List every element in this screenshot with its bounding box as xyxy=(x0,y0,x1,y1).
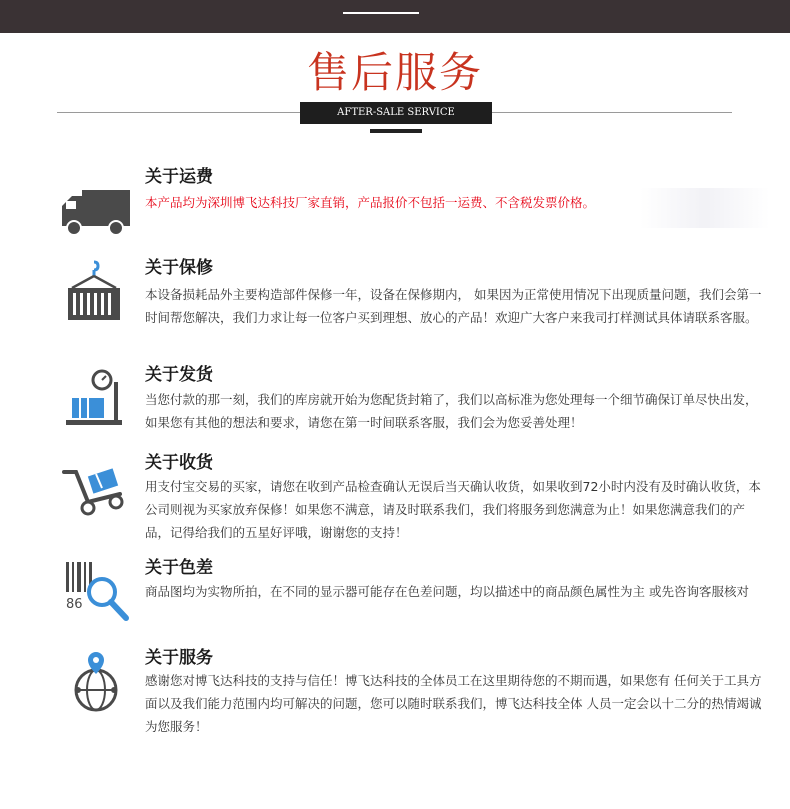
blurred-overlay xyxy=(640,188,770,228)
subtitle-underbar xyxy=(370,129,422,133)
section-body: 用支付宝交易的买家，请您在收到产品检查确认无误后当天确认收货，如果收到72小时内没有及时确认收货，本公司则视为买家放弃保修！如果您不满意，请及时联系我们，我们将服务到您满意为止！如果您满意我们的产品，记得给我们的五星好评哦，谢谢您的支持！ xyxy=(145,479,761,540)
section-title: 关于保修 xyxy=(145,258,213,278)
section-body: 商品图均为实物所拍，在不同的显示器可能存在色差问题，均以描述中的商品颜色属性为主 或先咨询客服核对 xyxy=(145,584,749,599)
section-body: 本设备损耗品外主要构造部件保修一年，设备在保修期内， 如果因为正常使用情况下出现质量问题，我们会第一时间帮您解决，我们力求让每一位客户买到理想、放心的产品！欢迎广大客户来我司打样测试具体请联系客服。 xyxy=(145,287,762,325)
subtitle-box: AFTER-SALE SERVICE xyxy=(300,102,492,124)
truck-icon xyxy=(58,180,134,250)
section-body: 感谢您对博飞达科技的支持与信任！博飞达科技的全体员工在这里期待您的不期而遇，如果您有 任何关于工具方面以及我们能力范围内均可解决的问题，您可以随时联系我们，博飞达科技全体 人员一定会以十二分的热情竭诚为您服务！ xyxy=(145,673,762,734)
barcode-magnifier-icon xyxy=(58,558,134,628)
globe-location-icon xyxy=(58,650,134,720)
top-bar xyxy=(0,0,790,33)
section-title: 关于服务 xyxy=(145,648,213,668)
cargo-container-icon xyxy=(58,260,134,330)
section-title: 关于收货 xyxy=(145,453,213,473)
section-title: 关于发货 xyxy=(145,365,213,385)
top-bar-line xyxy=(343,12,419,14)
barcode-number: 86 xyxy=(66,597,83,612)
section-body: 当您付款的那一刻，我们的库房就开始为您配货封箱了，我们以高标准为您处理每一个细节确保订单尽快出发，如果您有其他的想法和要求，请您在第一时间联系客服，我们会为您妥善处理！ xyxy=(145,392,758,430)
page-title: 售后服务 xyxy=(306,48,483,97)
section-body: 本产品均为深圳博飞达科技厂家直销，产品报价不包括一运费、不含税发票价格。 xyxy=(145,195,596,210)
scale-package-icon xyxy=(58,368,134,438)
section-title: 关于运费 xyxy=(145,167,213,187)
section-title: 关于色差 xyxy=(145,558,213,578)
hand-truck-icon xyxy=(58,458,134,528)
